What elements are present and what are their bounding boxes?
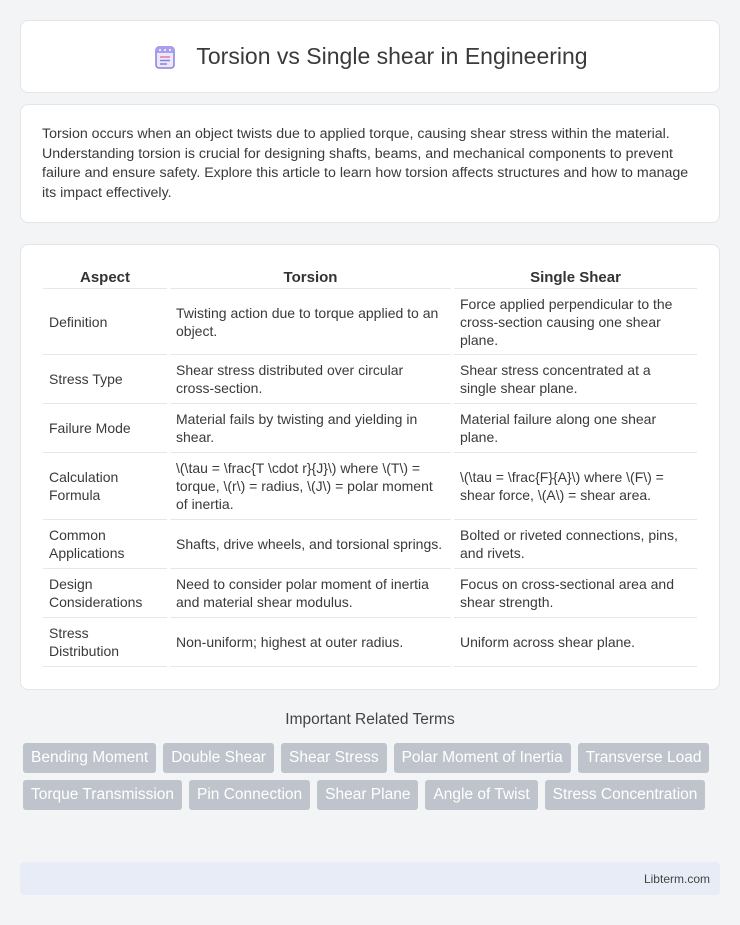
- row-aspect: Definition: [43, 289, 167, 355]
- row-single-shear: Uniform across shear plane.: [454, 618, 697, 667]
- table-row: [43, 289, 697, 355]
- row-aspect: Design Considerations: [43, 569, 167, 618]
- header-torsion: Torsion: [170, 265, 451, 289]
- table-header-row: [43, 265, 697, 289]
- row-single-shear: Force applied perpendicular to the cross-section causing one shear plane.: [454, 289, 697, 355]
- tag-shear-stress[interactable]: Shear Stress: [281, 743, 387, 773]
- row-single-shear: Focus on cross-sectional area and shear strength.: [454, 569, 697, 618]
- row-torsion: Material fails by twisting and yielding in shear.: [170, 404, 451, 453]
- footer: [20, 862, 720, 895]
- page-title: Torsion vs Single shear in Engineering: [196, 43, 588, 69]
- row-torsion: \(\tau = \frac{T \cdot r}{J}\) where \(T\) = torque, \(r\) = radius, \(J\) = polar moment of inertia.: [170, 453, 451, 520]
- tag-pin-connection[interactable]: Pin Connection: [189, 780, 310, 810]
- row-torsion: Non-uniform; highest at outer radius.: [170, 618, 451, 667]
- related-terms-title: Important Related Terms: [285, 711, 455, 728]
- row-aspect: Failure Mode: [43, 404, 167, 453]
- tag-angle-of-twist[interactable]: Angle of Twist: [425, 780, 537, 810]
- row-torsion: Twisting action due to torque applied to an object.: [170, 289, 451, 355]
- tag-polar-moment-of-inertia[interactable]: Polar Moment of Inertia: [394, 743, 571, 773]
- tag-double-shear[interactable]: Double Shear: [163, 743, 274, 773]
- tag-bending-moment[interactable]: Bending Moment: [23, 743, 156, 773]
- table-row: [43, 520, 697, 569]
- table-row: [43, 355, 697, 404]
- tag-transverse-load[interactable]: Transverse Load: [578, 743, 710, 773]
- row-aspect: Stress Type: [43, 355, 167, 404]
- row-aspect: Common Applications: [43, 520, 167, 569]
- row-aspect: Stress Distribution: [43, 618, 167, 667]
- tag-shear-plane[interactable]: Shear Plane: [317, 780, 418, 810]
- row-aspect: Calculation Formula: [43, 453, 167, 520]
- comparison-table: [40, 265, 700, 667]
- header-single-shear: Single Shear: [454, 265, 697, 289]
- table-row: [43, 453, 697, 520]
- header-card: [20, 20, 720, 93]
- footer-site-link[interactable]: Libterm.com: [643, 871, 710, 886]
- row-single-shear: Shear stress concentrated at a single shear plane.: [454, 355, 697, 404]
- tag-torque-transmission[interactable]: Torque Transmission: [23, 780, 182, 810]
- row-torsion: Shafts, drive wheels, and torsional springs.: [170, 520, 451, 569]
- row-torsion: Need to consider polar moment of inertia and material shear modulus.: [170, 569, 451, 618]
- intro-card: [20, 104, 720, 223]
- row-single-shear: \(\tau = \frac{F}{A}\) where \(F\) = shear force, \(A\) = shear area.: [454, 453, 697, 520]
- header-aspect: Aspect: [43, 265, 167, 289]
- document-icon: [152, 44, 178, 70]
- table-row: [43, 618, 697, 667]
- comparison-table-card: [20, 244, 720, 690]
- table-row: [43, 569, 697, 618]
- related-terms-list: [23, 743, 723, 810]
- tag-stress-concentration[interactable]: Stress Concentration: [545, 780, 706, 810]
- table-row: [43, 404, 697, 453]
- row-single-shear: Bolted or riveted connections, pins, and rivets.: [454, 520, 697, 569]
- intro-text: Torsion occurs when an object twists due to applied torque, causing shear stress within the material. Understanding torsion is crucial for designing shafts, beams, and mechanical components to prevent failure and ensure safety. Explore this article to learn how torsion affects structures and how to manage its impact effectively.: [42, 126, 689, 201]
- row-single-shear: Material failure along one shear plane.: [454, 404, 697, 453]
- row-torsion: Shear stress distributed over circular cross-section.: [170, 355, 451, 404]
